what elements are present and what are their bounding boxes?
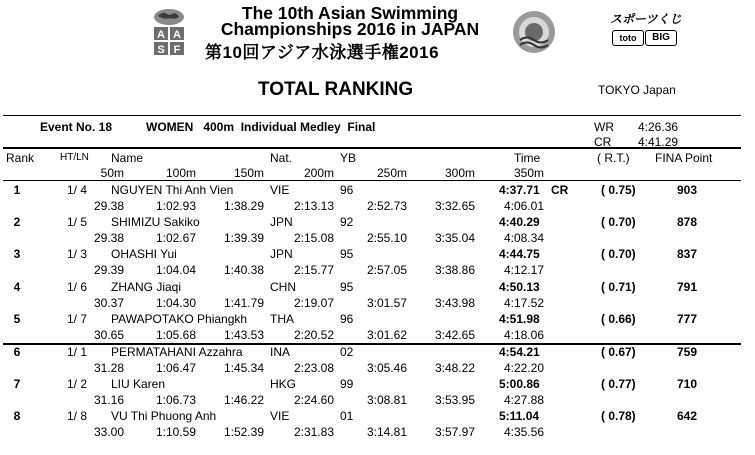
split-time: 1:46.22: [223, 393, 264, 407]
col-split-150: 150m: [233, 166, 264, 180]
table-row: [0, 409, 755, 424]
name-cell: PERMATAHANI Azzahra: [111, 345, 243, 359]
time-cell: 4:50.13: [499, 280, 540, 294]
split-time: 2:19.07: [293, 296, 334, 310]
yb-cell: 01: [340, 409, 354, 423]
fina-cell: 791: [677, 280, 698, 294]
yb-cell: 92: [340, 215, 354, 229]
split-time: 3:32.65: [434, 199, 475, 213]
split-time: 4:35.56: [503, 425, 544, 439]
rt-cell: ( 0.71): [601, 280, 636, 294]
fina-cell: 837: [677, 247, 698, 261]
split-time: 3:14.81: [366, 425, 407, 439]
split-row: [0, 393, 755, 408]
sponsor-toto-badge: [612, 30, 644, 46]
time-cell: 4:40.29: [499, 215, 540, 229]
aasf-letter: S: [157, 44, 165, 56]
table-row: [0, 312, 755, 327]
name-cell: SHIMIZU Sakiko: [111, 215, 200, 229]
htln-cell: 1/ 4: [67, 183, 88, 197]
col-split-350: 350m: [513, 166, 544, 180]
split-time: 3:08.81: [366, 393, 407, 407]
record-cr-label: CR: [594, 135, 612, 149]
split-time: 3:42.65: [434, 328, 475, 342]
split-time: 4:18.06: [503, 328, 544, 342]
fina-cell: 759: [677, 345, 698, 359]
col-rank: Rank: [6, 151, 35, 165]
sponsor-big-badge: [645, 30, 677, 46]
col-split-200: 200m: [303, 166, 334, 180]
split-row: [0, 328, 755, 343]
nat-cell: JPN: [270, 247, 293, 261]
col-nat: Nat.: [270, 151, 293, 165]
split-time: 1:41.79: [223, 296, 264, 310]
aasf-logo-icon: [152, 8, 186, 56]
split-time: 29.38: [93, 199, 124, 213]
split-time: 3:38.86: [434, 263, 475, 277]
nat-cell: VIE: [270, 183, 290, 197]
col-split-300: 300m: [444, 166, 475, 180]
split-time: 1:02.67: [155, 231, 196, 245]
split-time: 1:45.34: [223, 361, 264, 375]
yb-cell: 99: [340, 377, 354, 391]
htln-cell: 1/ 3: [67, 247, 88, 261]
split-time: 3:43.98: [434, 296, 475, 310]
split-time: 2:20.52: [293, 328, 334, 342]
split-time: 4:12.17: [503, 263, 544, 277]
name-cell: ZHANG Jiaqi: [111, 280, 182, 294]
record-cell: CR: [551, 183, 569, 197]
split-row: [0, 199, 755, 214]
aasf-letter: A: [173, 29, 181, 41]
championship-title-jp: 第10回アジア水泳選手権2016: [205, 43, 440, 62]
rank-cell: 6: [13, 345, 21, 359]
split-time: 3:01.62: [366, 328, 407, 342]
col-fina: FINA Point: [655, 151, 713, 165]
table-row: [0, 377, 755, 392]
htln-cell: 1/ 7: [67, 312, 88, 326]
split-time: 31.16: [93, 393, 124, 407]
nat-cell: VIE: [270, 409, 290, 423]
rt-cell: ( 0.66): [601, 312, 636, 326]
split-time: 1:40.38: [223, 263, 264, 277]
table-top-divider: [3, 147, 741, 149]
name-cell: PAWAPOTAKO Phiangkh: [111, 312, 248, 326]
split-time: 2:52.73: [366, 199, 407, 213]
header-divider: [3, 115, 741, 116]
split-time: 1:04.30: [155, 296, 196, 310]
heat-divider: [3, 343, 741, 345]
split-time: 3:57.97: [434, 425, 475, 439]
rank-cell: 2: [13, 215, 21, 229]
htln-cell: 1/ 6: [67, 280, 88, 294]
time-cell: 5:00.86: [499, 377, 540, 391]
yb-cell: 95: [340, 247, 354, 261]
col-split-100: 100m: [165, 166, 196, 180]
nat-cell: HKG: [270, 377, 297, 391]
nat-cell: THA: [270, 312, 294, 326]
rank-cell: 5: [13, 312, 21, 326]
time-cell: 5:11.04: [499, 409, 540, 423]
sponsor-logo: [610, 10, 680, 50]
split-time: 2:15.77: [293, 263, 334, 277]
split-time: 1:04.04: [155, 263, 196, 277]
record-wr-label: WR: [594, 120, 614, 134]
split-time: 3:35.04: [434, 231, 475, 245]
split-time: 4:22.20: [503, 361, 544, 375]
col-time: Time: [514, 151, 541, 165]
htln-cell: 1/ 1: [67, 345, 88, 359]
fina-cell: 777: [677, 312, 698, 326]
split-time: 2:31.83: [293, 425, 334, 439]
split-time: 2:57.05: [366, 263, 407, 277]
aasf-logo: [152, 8, 186, 56]
time-cell: 4:51.98: [499, 312, 540, 326]
rank-cell: 4: [13, 280, 21, 294]
fina-cell: 642: [677, 409, 698, 423]
split-time: 1:38.29: [223, 199, 264, 213]
yb-cell: 02: [340, 345, 354, 359]
split-time: 2:24.60: [293, 393, 334, 407]
sponsor-jp-text: スポーツくじ: [610, 12, 682, 26]
col-htln: HT/LN: [60, 152, 89, 163]
htln-cell: 1/ 2: [67, 377, 88, 391]
table-row: [0, 215, 755, 230]
rank-cell: 7: [13, 377, 21, 391]
jsf-emblem: [510, 10, 558, 54]
col-name: Name: [111, 151, 144, 165]
col-rt: ( R.T.): [597, 151, 630, 165]
record-cr-time: 4:41.29: [638, 135, 679, 149]
split-time: 1:39.39: [223, 231, 264, 245]
fina-cell: 878: [677, 215, 698, 229]
name-cell: NGUYEN Thi Anh Vien: [111, 183, 234, 197]
time-cell: 4:54.21: [499, 345, 540, 359]
split-time: 1:52.39: [223, 425, 264, 439]
split-time: 30.37: [93, 296, 124, 310]
htln-cell: 1/ 8: [67, 409, 88, 423]
split-time: 4:17.52: [503, 296, 544, 310]
name-cell: OHASHI Yui: [111, 247, 177, 261]
table-row: [0, 280, 755, 295]
col-yb: YB: [340, 151, 357, 165]
event-number: Event No. 18: [40, 120, 113, 134]
split-time: 4:27.88: [503, 393, 544, 407]
jsf-emblem-icon: [510, 10, 558, 54]
split-time: 3:01.57: [366, 296, 407, 310]
rt-cell: ( 0.77): [601, 377, 636, 391]
split-time: 1:43.53: [223, 328, 264, 342]
split-time: 3:05.46: [366, 361, 407, 375]
rt-cell: ( 0.70): [601, 247, 636, 261]
aasf-letter: A: [157, 29, 165, 41]
nat-cell: INA: [270, 345, 291, 359]
rank-cell: 8: [13, 409, 21, 423]
rt-cell: ( 0.67): [601, 345, 636, 359]
yb-cell: 96: [340, 312, 354, 326]
split-time: 31.28: [93, 361, 124, 375]
split-time: 3:48.22: [434, 361, 475, 375]
nat-cell: JPN: [270, 215, 293, 229]
time-cell: 4:37.71: [499, 183, 540, 197]
rt-cell: ( 0.70): [601, 215, 636, 229]
split-row: [0, 425, 755, 440]
fina-cell: 903: [677, 183, 698, 197]
split-time: 2:13.13: [293, 199, 334, 213]
split-row: [0, 361, 755, 376]
split-time: 29.39: [93, 263, 124, 277]
report-location: TOKYO Japan: [598, 83, 676, 97]
rank-cell: 3: [13, 247, 21, 261]
split-time: 1:06.47: [155, 361, 196, 375]
report-title: TOTAL RANKING: [258, 79, 414, 100]
split-row: [0, 296, 755, 311]
split-time: 2:15.08: [293, 231, 334, 245]
split-time: 1:10.59: [155, 425, 196, 439]
event-description: WOMEN 400m Individual Medley Final: [146, 120, 376, 134]
column-header-divider: [3, 180, 741, 181]
table-row: [0, 183, 755, 198]
championship-title-line1: The 10th Asian Swimming: [241, 3, 459, 23]
nat-cell: CHN: [270, 280, 296, 294]
split-time: 4:06.01: [503, 199, 544, 213]
split-time: 2:23.08: [293, 361, 334, 375]
table-row: [0, 345, 755, 360]
rt-cell: ( 0.78): [601, 409, 636, 423]
split-time: 33.00: [93, 425, 124, 439]
table-row: [0, 247, 755, 262]
time-cell: 4:44.75: [499, 247, 540, 261]
rt-cell: ( 0.75): [601, 183, 636, 197]
split-time: 3:53.95: [434, 393, 475, 407]
htln-cell: 1/ 5: [67, 215, 88, 229]
fina-cell: 710: [677, 377, 698, 391]
split-time: 1:05.68: [155, 328, 196, 342]
aasf-letter: F: [173, 44, 181, 56]
championship-title-line2: Championships 2016 in JAPAN: [220, 19, 480, 39]
split-time: 2:55.10: [366, 231, 407, 245]
name-cell: LIU Karen: [111, 377, 166, 391]
yb-cell: 96: [340, 183, 354, 197]
split-time: 4:08.34: [503, 231, 544, 245]
record-wr-time: 4:26.36: [638, 120, 679, 134]
split-time: 29.38: [93, 231, 124, 245]
split-row: [0, 263, 755, 278]
split-time: 30.65: [93, 328, 124, 342]
yb-cell: 95: [340, 280, 354, 294]
rank-cell: 1: [13, 183, 21, 197]
split-time: 1:02.93: [155, 199, 196, 213]
col-split-250: 250m: [376, 166, 407, 180]
sponsor-toto-text: toto: [619, 33, 637, 43]
split-time: 1:06.73: [155, 393, 196, 407]
name-cell: VU Thi Phuong Anh: [111, 409, 217, 423]
col-split-50: 50m: [100, 166, 124, 180]
sponsor-big-text: BIG: [652, 32, 670, 43]
split-row: [0, 231, 755, 246]
